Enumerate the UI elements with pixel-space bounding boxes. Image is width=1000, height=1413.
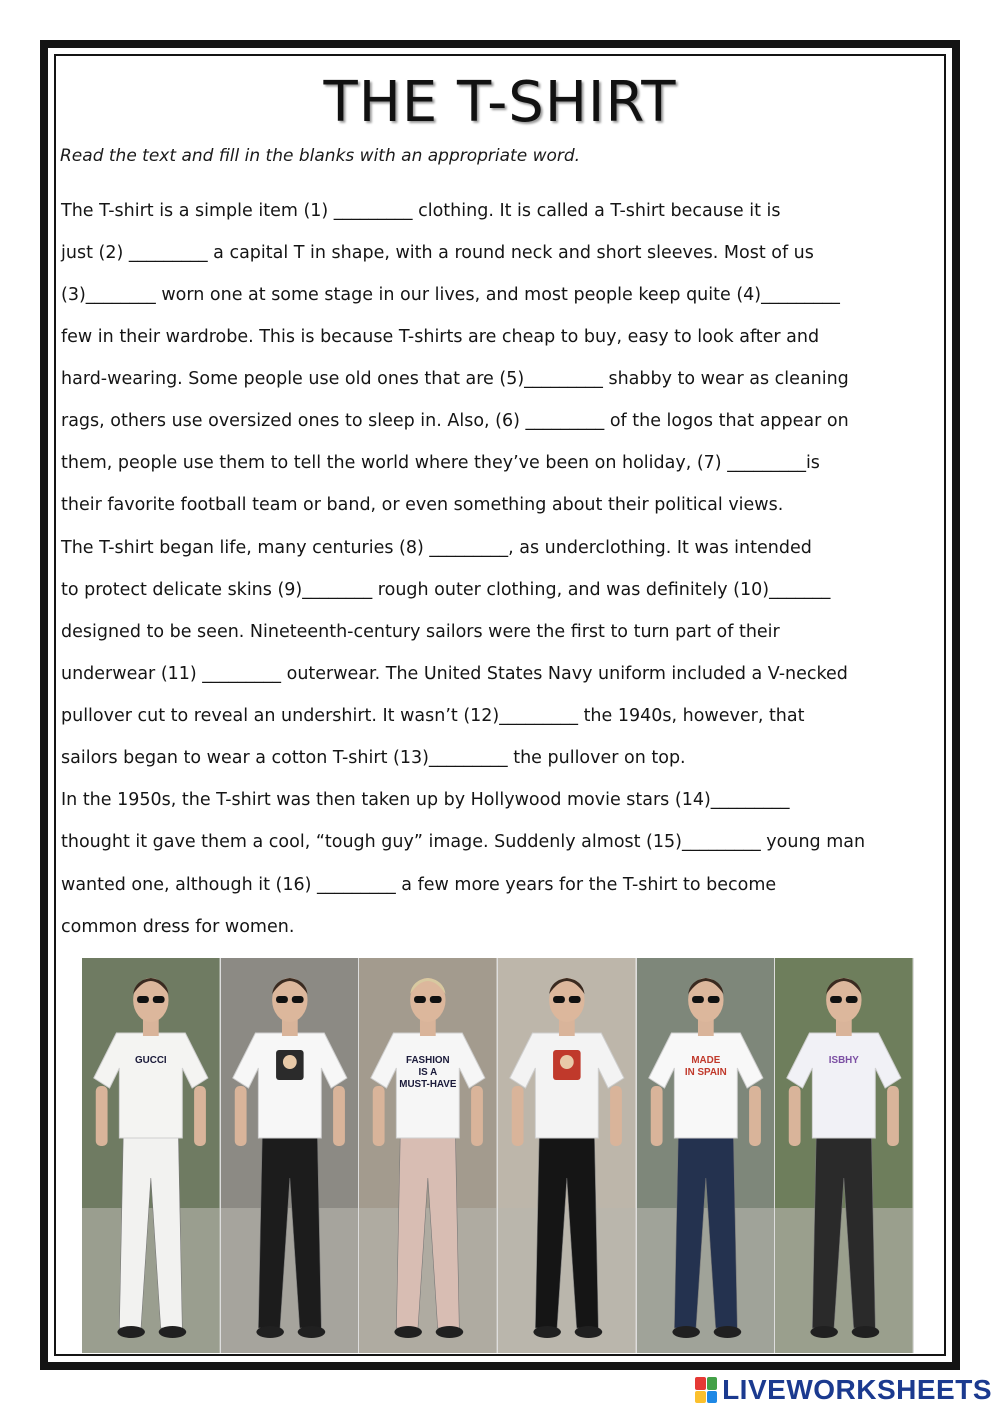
text-line: The T-shirt is a simple item (1) _________ clothing. It is called a T-shirt because it is	[61, 201, 781, 221]
instructions: Read the text and fill in the blanks with an appropriate word.	[60, 146, 581, 166]
text-line: underwear (11) _________ outerwear. The United States Navy uniform included a V-necked	[61, 664, 848, 684]
text-line: The T-shirt began life, many centuries (8) _________, as underclothing. It was intended	[61, 538, 812, 558]
svg-text:FASHION: FASHION	[406, 1054, 451, 1067]
svg-text:MUST-HAVE: MUST-HAVE	[399, 1078, 457, 1091]
logo-text: LIVEWORKSHEETS	[722, 1374, 992, 1405]
text-line: wanted one, although it (16) _________ a few more years for the T-shirt to become	[61, 875, 777, 895]
person-graphic-tee-icon	[775, 958, 914, 1353]
text-line: rags, others use oversized ones to sleep in. Also, (6) _________ of the logos that appear on	[61, 411, 849, 431]
svg-text:MADE: MADE	[691, 1054, 720, 1067]
text-line: hard-wearing. Some people use old ones that are (5)_________ shabby to wear as cleaning	[61, 369, 849, 389]
liveworksheets-logo	[695, 1374, 992, 1406]
text-line: just (2) _________ a capital T in shape, with a round neck and short sleeves. Most of us	[61, 243, 814, 263]
person-portrait-tee-icon	[221, 958, 360, 1353]
svg-text:IN SPAIN: IN SPAIN	[684, 1066, 727, 1079]
text-line: to protect delicate skins (9)________ rough outer clothing, and was definitely (10)_______	[61, 580, 831, 600]
text-line: designed to be seen. Nineteenth-century sailors were the first to turn part of their	[61, 622, 780, 642]
text-line: common dress for women.	[61, 917, 295, 937]
tshirt-photo-collage	[82, 958, 914, 1353]
person-slogan-tee-icon	[359, 958, 498, 1353]
text-line: sailors began to wear a cotton T-shirt (13)_________ the pullover on top.	[61, 748, 686, 768]
svg-text:GUCCI: GUCCI	[135, 1054, 167, 1067]
page-title: THE T-SHIRT	[323, 70, 677, 135]
liveworksheets-icon	[695, 1377, 717, 1403]
text-line: pullover cut to reveal an undershirt. It wasn’t (12)_________ the 1940s, however, that	[61, 706, 805, 726]
person-mickey-tee-icon	[498, 958, 637, 1353]
text-line: them, people use them to tell the world where they’ve been on holiday, (7) _________is	[61, 453, 820, 473]
svg-text:IS A: IS A	[418, 1066, 438, 1079]
text-line: In the 1950s, the T-shirt was then taken up by Hollywood movie stars (14)_________	[61, 790, 790, 810]
text-line: few in their wardrobe. This is because T-shirts are cheap to buy, easy to look after and	[61, 327, 820, 347]
svg-text:ISBHY: ISBHY	[829, 1054, 860, 1067]
person-white-suit-icon	[82, 958, 221, 1353]
text-line: (3)________ worn one at some stage in our lives, and most people keep quite (4)_________	[61, 285, 840, 305]
text-line: thought it gave them a cool, “tough guy” image. Suddenly almost (15)_________ young man	[61, 832, 866, 852]
text-line: their favorite football team or band, or even something about their political views.	[61, 495, 784, 515]
person-made-in-spain-tee-icon	[637, 958, 776, 1353]
